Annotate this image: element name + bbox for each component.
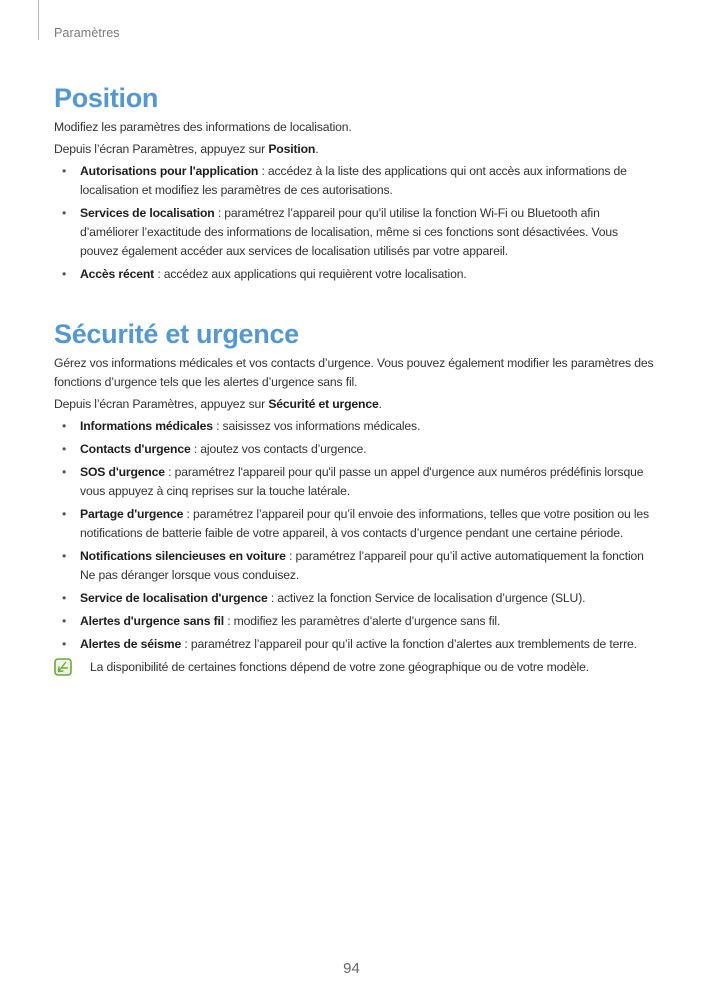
instruction-prefix: Depuis l’écran Paramètres, appuyez sur [54, 397, 269, 411]
instruction-target: Sécurité et urgence [268, 397, 379, 411]
list-item [54, 265, 654, 284]
item-desc: : paramétrez l’appareil pour qu’il active la fonction d’alertes aux tremblements de terre. [181, 637, 637, 651]
section-position [54, 78, 654, 284]
list-item [54, 463, 654, 501]
section-safety-emergency [54, 314, 654, 677]
bullet-icon: • [62, 614, 67, 628]
bullet-icon: • [62, 267, 67, 281]
bullet-icon: • [62, 637, 67, 651]
option-list [54, 417, 654, 654]
list-item [54, 635, 654, 654]
bullet-icon: • [62, 206, 67, 220]
instruction-target: Position [268, 142, 316, 156]
note-pen-icon [54, 658, 72, 676]
item-desc: : paramétrez l’appareil pour qu’il utilise la fonction Wi-Fi ou Bluetooth afin d’améliorer l’exactitude des informations de localisation, même si ces fonctions sont désactivées. Vous pouvez également accéder aux services de localisation utilisés par votre appareil. [80, 206, 619, 258]
section-intro: Gérez vos informations médicales et vos contacts d’urgence. Vous pouvez également modifier les paramètres des fonctions d’urgence tels que les alertes d’urgence sans fil. [54, 356, 654, 389]
item-desc: : saisissez vos informations médicales. [212, 419, 421, 433]
instruction-suffix: . [315, 142, 319, 156]
bullet-icon: • [62, 549, 67, 563]
section-title: Position [54, 83, 159, 113]
item-term: Partage d'urgence [80, 507, 184, 521]
note-text: La disponibilité de certaines fonctions dépend de votre zone géographique ou de votre modèle. [90, 660, 589, 674]
item-term: Services de localisation [80, 206, 215, 220]
item-term: Notifications silencieuses en voiture [80, 549, 286, 563]
header-divider [38, 0, 39, 40]
bullet-icon: • [62, 164, 67, 178]
item-term: SOS d'urgence [80, 465, 165, 479]
item-desc: : paramétrez l’appareil pour qu’il active automatiquement la fonction Ne pas déranger lorsque vous conduisez. [80, 549, 644, 582]
list-item [54, 547, 654, 585]
section-title: Sécurité et urgence [54, 319, 299, 349]
item-desc: : accédez aux applications qui requièrent votre localisation. [154, 267, 467, 281]
item-desc: : paramétrez l'appareil pour qu'il passe un appel d'urgence aux numéros prédéfinis lorsque vous appuyez à cinq reprises sur la touche latérale. [80, 465, 644, 498]
item-term: Autorisations pour l'application [80, 164, 259, 178]
item-desc: : ajoutez vos contacts d’urgence. [190, 442, 367, 456]
list-item [54, 440, 654, 459]
list-item [54, 204, 654, 261]
list-item [54, 612, 654, 631]
bullet-icon: • [62, 507, 67, 521]
page-content [54, 78, 654, 677]
list-item [54, 505, 654, 543]
instruction [54, 140, 654, 159]
item-term: Contacts d'urgence [80, 442, 191, 456]
list-item [54, 162, 654, 200]
bullet-icon: • [62, 465, 67, 479]
item-term: Accès récent [80, 267, 155, 281]
item-term: Informations médicales [80, 419, 213, 433]
list-item [54, 589, 654, 608]
list-item [54, 417, 654, 436]
bullet-icon: • [62, 442, 67, 456]
instruction-suffix: . [378, 397, 382, 411]
page-number: 94 [343, 960, 360, 977]
item-desc: : activez la fonction Service de localisation d’urgence (SLU). [267, 591, 586, 605]
instruction-prefix: Depuis l’écran Paramètres, appuyez sur [54, 142, 269, 156]
note [54, 658, 654, 677]
bullet-icon: • [62, 419, 67, 433]
item-desc: : paramétrez l’appareil pour qu’il envoie des informations, telles que votre position ou les notifications de batterie faible de votre appareil, à vos contacts d’urgence pendant une certaine période. [80, 507, 650, 540]
item-desc: : modifiez les paramètres d’alerte d’urgence sans fil. [223, 614, 501, 628]
item-term: Alertes d'urgence sans fil [80, 614, 224, 628]
breadcrumb: Paramètres [54, 26, 120, 40]
option-list [54, 162, 654, 284]
item-term: Service de localisation d'urgence [80, 591, 268, 605]
section-intro: Modifiez les paramètres des informations de localisation. [54, 120, 352, 134]
item-term: Alertes de séisme [80, 637, 182, 651]
item-desc: : accédez à la liste des applications qui ont accès aux informations de localisation et modifiez les paramètres de ces autorisations. [80, 164, 627, 197]
bullet-icon: • [62, 591, 67, 605]
instruction [54, 395, 654, 414]
